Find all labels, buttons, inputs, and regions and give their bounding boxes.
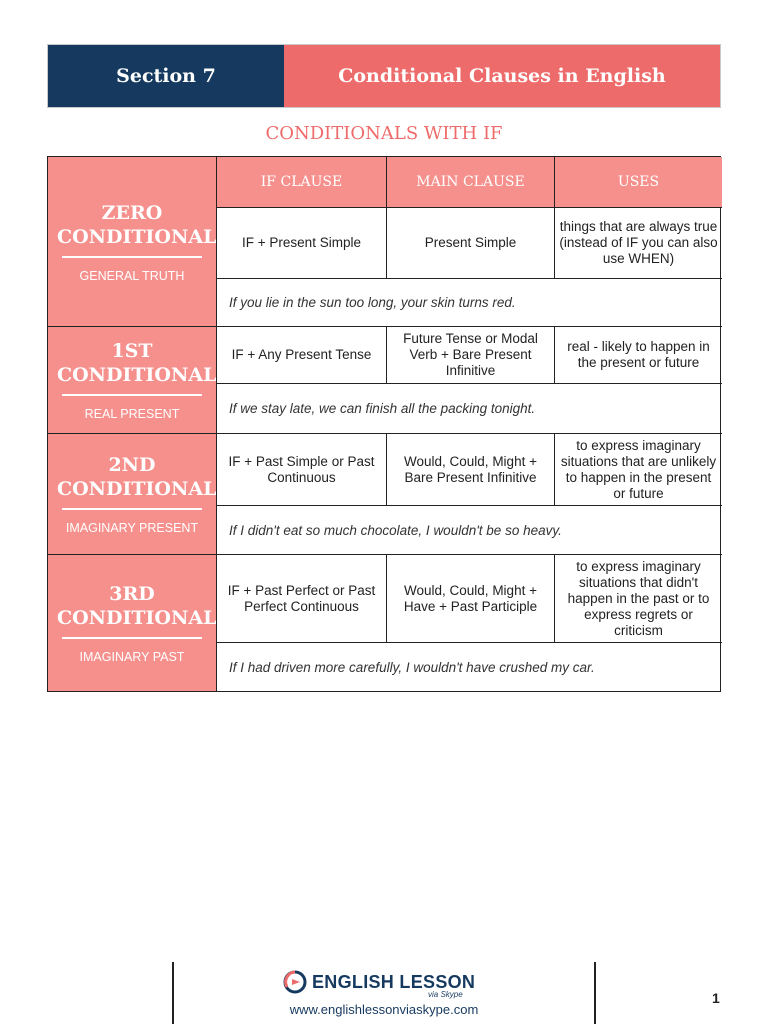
- uses-cell: things that are always true (instead of IF you can also use WHEN): [554, 207, 722, 278]
- uses-cell: real - likely to happen in the present or future: [554, 327, 722, 383]
- if-clause-cell: IF + Past Simple or Past Continuous: [216, 434, 386, 505]
- conditionals-table: [47, 156, 721, 692]
- logo-subtext: via Skype: [428, 990, 463, 999]
- example-sentence: If I had driven more carefully, I wouldn't have crushed my car.: [216, 642, 722, 691]
- divider: [62, 508, 202, 510]
- row-label-third: [48, 555, 216, 691]
- conditional-name: 2ND CONDITIONAL: [57, 454, 217, 500]
- conditional-name: 3RD CONDITIONAL: [57, 583, 217, 629]
- conditional-desc: GENERAL TRUTH: [79, 268, 185, 283]
- main-clause-cell: Would, Could, Might + Bare Present Infinitive: [386, 434, 554, 505]
- row-label-zero: [48, 157, 216, 326]
- logo-text: ENGLISH LESSON: [312, 971, 476, 992]
- table-title: CONDITIONALS WITH IF: [265, 123, 503, 144]
- column-header-if-clause: IF CLAUSE: [216, 157, 386, 207]
- divider: [62, 394, 202, 396]
- example-sentence: If we stay late, we can finish all the packing tonight.: [216, 383, 722, 433]
- main-clause-cell: Future Tense or Modal Verb + Bare Present Infinitive: [386, 327, 554, 383]
- example-sentence: If you lie in the sun too long, your skin turns red.: [216, 278, 722, 326]
- if-clause-cell: IF + Past Perfect or Past Perfect Continuous: [216, 555, 386, 642]
- column-header-main-clause: MAIN CLAUSE: [386, 157, 554, 207]
- conditional-desc: IMAGINARY PAST: [79, 650, 185, 664]
- website-link[interactable]: www.englishlessonviaskype.com: [289, 1002, 479, 1017]
- conditional-name: ZERO CONDITIONAL: [57, 201, 217, 248]
- page-title: Conditional Clauses in English: [284, 45, 720, 107]
- conditional-desc: REAL PRESENT: [84, 407, 180, 421]
- if-clause-cell: IF + Present Simple: [216, 207, 386, 278]
- conditional-desc: IMAGINARY PRESENT: [65, 521, 199, 535]
- page-number: 1: [712, 990, 720, 1006]
- globe-arrow-icon: [282, 969, 308, 995]
- column-header-uses: USES: [554, 157, 722, 207]
- section-label: Section 7: [48, 45, 284, 107]
- main-clause-cell: Present Simple: [386, 207, 554, 278]
- row-label-second: [48, 434, 216, 554]
- uses-cell: to express imaginary situations that didn't happen in the past or to express regrets or criticism: [554, 555, 722, 642]
- uses-cell: to express imaginary situations that are unlikely to happen in the present or future: [554, 434, 722, 505]
- if-clause-cell: IF + Any Present Tense: [216, 327, 386, 383]
- divider: [62, 256, 202, 258]
- example-sentence: If I didn't eat so much chocolate, I wouldn't be so heavy.: [216, 505, 722, 554]
- conditional-name: 1ST CONDITIONAL: [57, 340, 217, 386]
- row-label-first: [48, 327, 216, 433]
- header-bar: [47, 44, 721, 108]
- divider: [62, 637, 202, 639]
- main-clause-cell: Would, Could, Might + Have + Past Participle: [386, 555, 554, 642]
